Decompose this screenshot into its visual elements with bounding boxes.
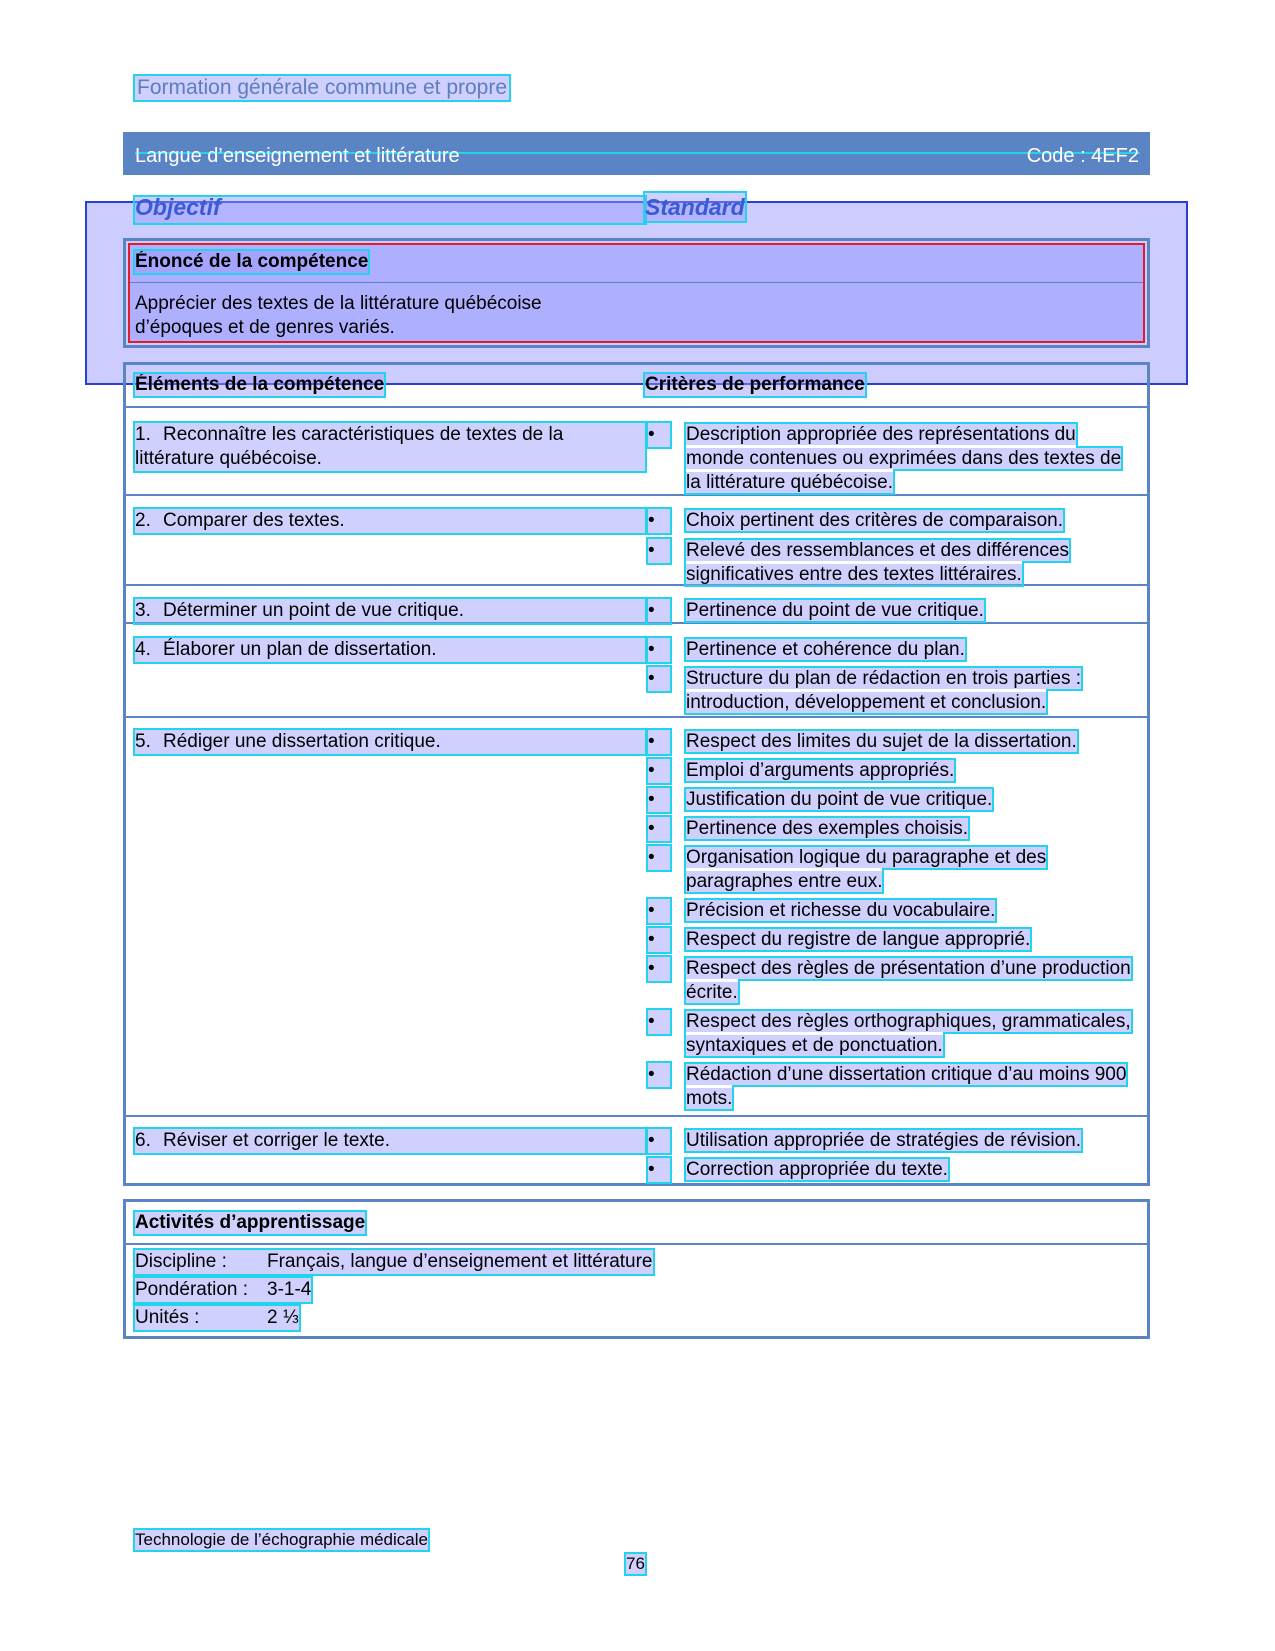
performance-criterion bbox=[648, 423, 1134, 495]
competence-element bbox=[135, 599, 645, 623]
enonce-heading: Énoncé de la compétence bbox=[135, 251, 369, 272]
section-title: Formation générale commune et propre bbox=[137, 76, 508, 99]
competence-element bbox=[135, 423, 645, 471]
bullet-icon: • bbox=[648, 539, 670, 563]
criterion-text: Organisation logique du paragraphe et des paragraphes entre eux. bbox=[686, 847, 1047, 892]
element-number: 2. bbox=[135, 510, 151, 531]
performance-criterion bbox=[648, 667, 1134, 715]
criterion-text: Utilisation appropriée de stratégies de révision. bbox=[686, 1130, 1081, 1151]
performance-criterion bbox=[648, 817, 1134, 841]
page-number: 76 bbox=[626, 1554, 645, 1573]
bullet-icon: • bbox=[648, 1129, 670, 1153]
bullet-icon: • bbox=[648, 928, 670, 952]
bullet-icon: • bbox=[648, 759, 670, 783]
activites-heading: Activités d’apprentissage bbox=[135, 1212, 366, 1233]
bullet-icon: • bbox=[648, 846, 670, 870]
competence-element bbox=[135, 638, 645, 662]
column-header-elements: Éléments de la compétence bbox=[135, 374, 385, 395]
criterion-text: Respect des règles de présentation d’une production écrite. bbox=[686, 958, 1131, 1003]
element-number: 3. bbox=[135, 600, 151, 621]
performance-criterion bbox=[648, 730, 1134, 754]
element-text: Reconnaître les caractéristiques de textes de la littérature québécoise. bbox=[135, 424, 564, 469]
unites-row bbox=[135, 1306, 299, 1330]
unites-value: 2 ⅓ bbox=[267, 1307, 299, 1328]
performance-criterion bbox=[648, 599, 1134, 623]
row-divider bbox=[126, 1115, 1147, 1117]
performance-criterion bbox=[648, 788, 1134, 812]
bullet-icon: • bbox=[648, 788, 670, 812]
row-divider bbox=[126, 716, 1147, 718]
competence-element bbox=[135, 1129, 645, 1153]
unites-label: Unités : bbox=[135, 1307, 200, 1328]
bullet-icon: • bbox=[648, 599, 670, 623]
criterion-text: Justification du point de vue critique. bbox=[686, 789, 993, 810]
objectif-label: Objectif bbox=[135, 194, 221, 220]
performance-criterion bbox=[648, 957, 1134, 1005]
course-title: Langue d’enseignement et littérature bbox=[135, 145, 460, 167]
criterion-text: Précision et richesse du vocabulaire. bbox=[686, 900, 996, 921]
criterion-text: Pertinence des exemples choisis. bbox=[686, 818, 968, 839]
performance-criterion bbox=[648, 928, 1134, 952]
element-number: 4. bbox=[135, 639, 151, 660]
element-text: Réviser et corriger le texte. bbox=[163, 1130, 391, 1151]
bullet-icon: • bbox=[648, 899, 670, 923]
criterion-text: Respect du registre de langue approprié. bbox=[686, 929, 1031, 950]
criterion-text: Pertinence et cohérence du plan. bbox=[686, 639, 965, 660]
criterion-text: Respect des limites du sujet de la dissertation. bbox=[686, 731, 1077, 752]
bullet-icon: • bbox=[648, 957, 670, 981]
criterion-text: Relevé des ressemblances et des différences significatives entre des textes littéraires. bbox=[686, 540, 1070, 585]
bullet-icon: • bbox=[648, 1063, 670, 1087]
bullet-icon: • bbox=[648, 509, 670, 533]
element-number: 1. bbox=[135, 424, 151, 445]
performance-criterion bbox=[648, 759, 1134, 783]
performance-criterion bbox=[648, 899, 1134, 923]
footer-program: Technologie de l’échographie médicale bbox=[135, 1530, 428, 1549]
competence-element bbox=[135, 730, 645, 754]
criterion-text: Choix pertinent des critères de comparaison. bbox=[686, 510, 1064, 531]
course-code: Code : 4EF2 bbox=[1026, 145, 1139, 167]
bullet-icon: • bbox=[648, 1010, 670, 1034]
criterion-text: Pertinence du point de vue critique. bbox=[686, 600, 984, 621]
criterion-text: Emploi d’arguments appropriés. bbox=[686, 760, 955, 781]
bullet-icon: • bbox=[648, 667, 670, 691]
discipline-row bbox=[135, 1250, 653, 1274]
enonce-divider bbox=[130, 282, 1143, 283]
competence-element bbox=[135, 509, 645, 533]
performance-criterion bbox=[648, 509, 1134, 533]
criterion-text: Correction appropriée du texte. bbox=[686, 1159, 948, 1180]
element-number: 5. bbox=[135, 731, 151, 752]
bullet-icon: • bbox=[648, 730, 670, 754]
criterion-text: Description appropriée des représentations du monde contenues ou exprimées dans des textes de la littérature québécoise. bbox=[686, 424, 1122, 493]
performance-criterion bbox=[648, 1010, 1134, 1058]
performance-criterion bbox=[648, 1158, 1134, 1182]
element-text: Élaborer un plan de dissertation. bbox=[163, 639, 437, 660]
row-divider bbox=[126, 406, 1147, 408]
standard-label: Standard bbox=[645, 194, 745, 220]
performance-criterion bbox=[648, 1129, 1134, 1153]
performance-criterion bbox=[648, 1063, 1134, 1111]
element-text: Comparer des textes. bbox=[163, 510, 345, 531]
bullet-icon: • bbox=[648, 817, 670, 841]
element-number: 6. bbox=[135, 1130, 151, 1151]
bullet-icon: • bbox=[648, 423, 670, 447]
element-text: Rédiger une dissertation critique. bbox=[163, 731, 441, 752]
performance-criterion bbox=[648, 539, 1134, 587]
criterion-text: Structure du plan de rédaction en trois parties : introduction, développement et conclusion. bbox=[686, 668, 1082, 713]
bullet-icon: • bbox=[648, 638, 670, 662]
enonce-text: Apprécier des textes de la littérature québécoise d’époques et de genres variés. bbox=[135, 293, 542, 338]
ponderation-row bbox=[135, 1278, 311, 1302]
discipline-label: Discipline : bbox=[135, 1251, 227, 1272]
element-text: Déterminer un point de vue critique. bbox=[163, 600, 464, 621]
column-header-criteres: Critères de performance bbox=[645, 374, 865, 395]
discipline-value: Français, langue d’enseignement et littérature bbox=[267, 1251, 653, 1272]
bullet-icon: • bbox=[648, 1158, 670, 1182]
activites-divider bbox=[126, 1243, 1147, 1245]
criterion-text: Rédaction d’une dissertation critique d’au moins 900 mots. bbox=[686, 1064, 1127, 1109]
criterion-text: Respect des règles orthographiques, grammaticales, syntaxiques et de ponctuation. bbox=[686, 1011, 1131, 1056]
performance-criterion bbox=[648, 846, 1134, 894]
ponderation-value: 3-1-4 bbox=[267, 1279, 312, 1300]
ponderation-label: Pondération : bbox=[135, 1279, 249, 1300]
performance-criterion bbox=[648, 638, 1134, 662]
